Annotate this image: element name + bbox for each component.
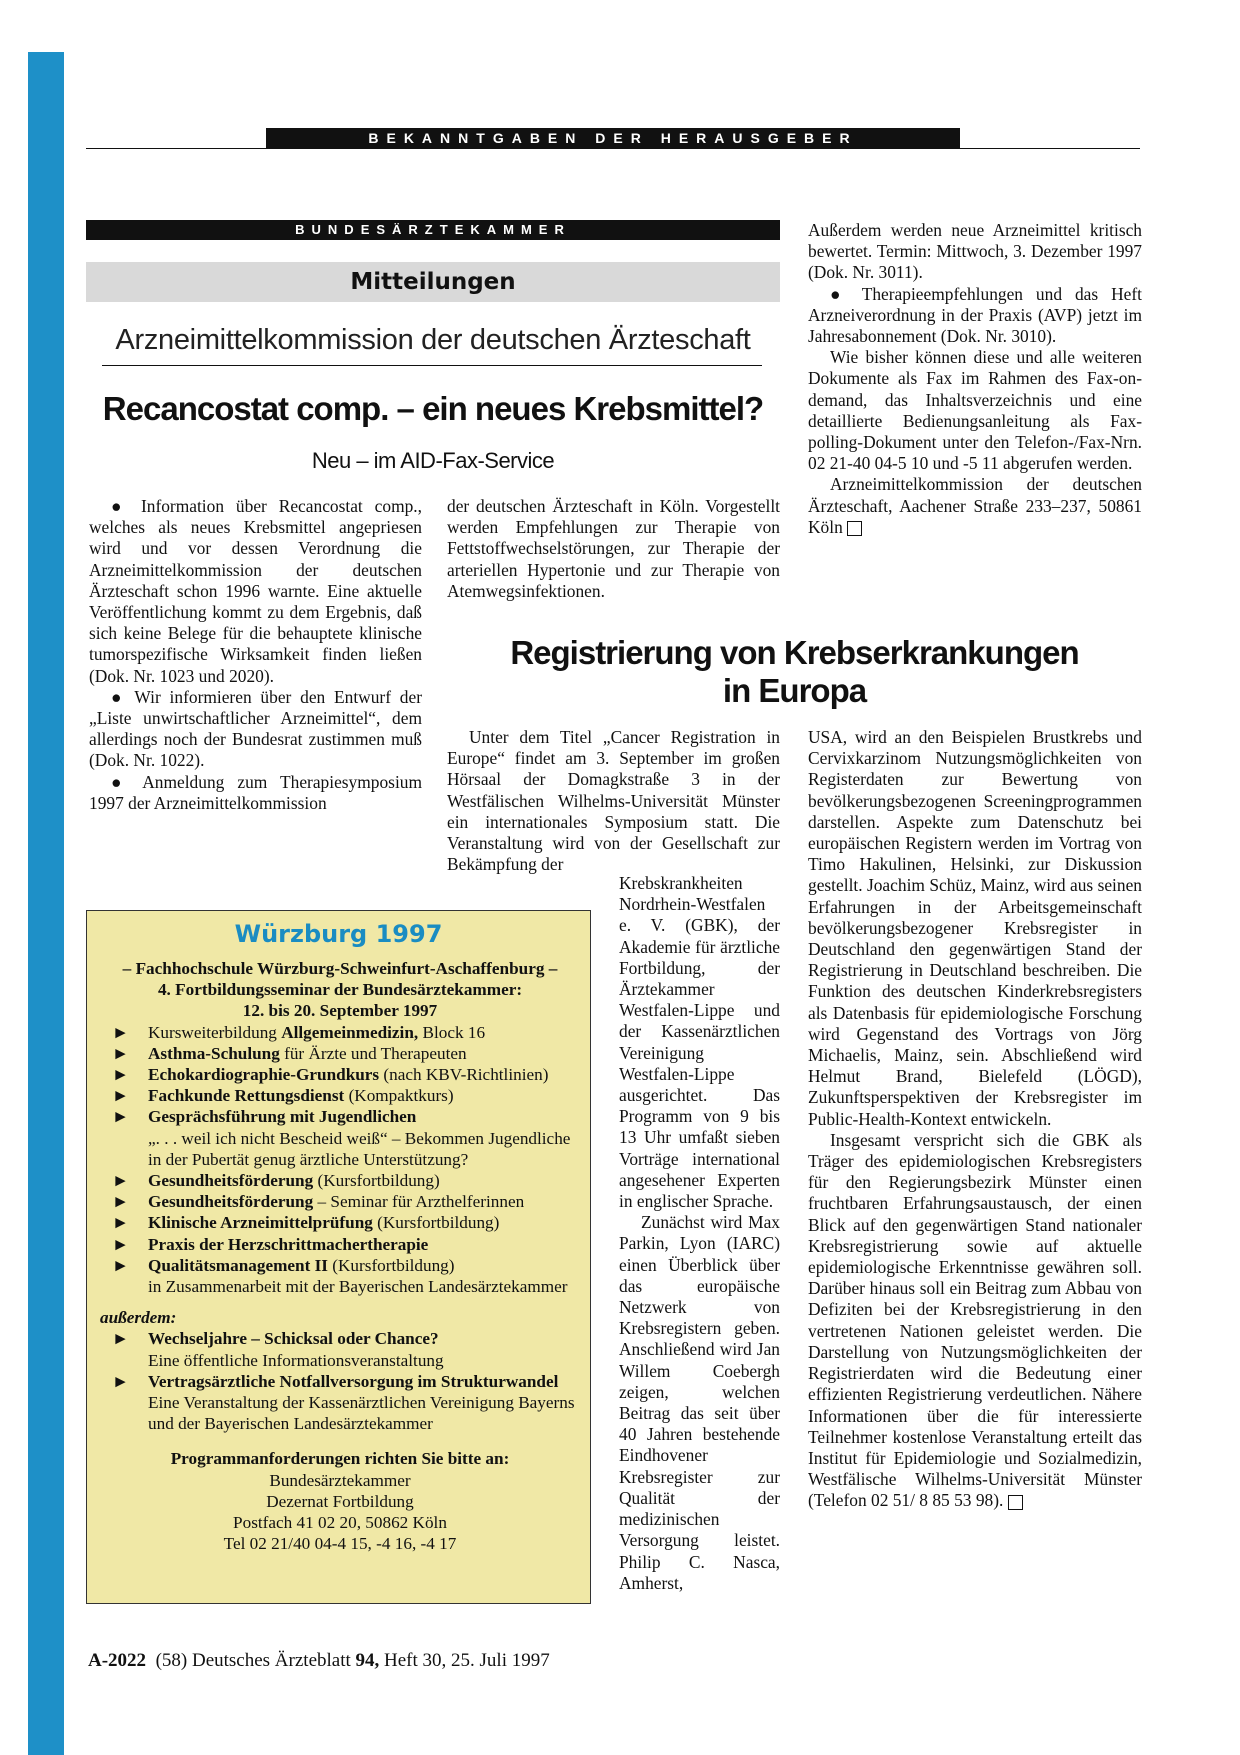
arrow-icon: ► <box>112 1171 130 1191</box>
header-rule <box>86 148 1140 149</box>
contact-line: Tel 02 21/40 04-4 15, -4 16, -4 17 <box>223 1534 457 1554</box>
arrow-icon: ► <box>112 1329 130 1349</box>
arrow-icon: ► <box>112 1234 130 1254</box>
sub-heading-rule <box>102 365 762 366</box>
list-item: ► Praxis der Herzschrittmachertherapie <box>112 1234 429 1254</box>
sub-heading: Arzneimittelkommission der deutschen Ärzteschaft <box>115 324 751 356</box>
paragraph: USA, wird an den Beispielen Brustkrebs und Cervixkarzinom Nutzungsmöglichkeiten von Registerdaten zur Bewertung von bevölkerungsbezogenen Screeningprogrammen darstellen. Aspekte zum Datenschutz bei europäischen Registern werden im Vortrag von Timo Hakulinen, Helsinki, zur Diskussion gestellt. Joachim Schüz, Mainz, wird aus seinen Erfahrungen in der Arbeitsgemeinschaft bevölkerungsbezogener Krebsregister in Deutschland den gegenwärtigen Stand der Registrierung in Deutschland beschreiben. Die Funktion des deutschen Kinderkrebsregisters als Datenbasis für epidemiologische Forschung wird Gegenstand des Vortrags von Jörg Michaelis, Mainz, sein. Abschließend wird Helmut Brand, Bielefeld (LÖGD), Zukunftsperspektiven der Krebsregister im Public-Health-Kontext entwickeln. <box>808 727 1142 1129</box>
article2-title-line1: Registrierung von Krebserkrankungen <box>510 634 1079 671</box>
contact-block <box>96 1448 584 1554</box>
article2-title <box>447 634 1142 710</box>
list-item: ► Gesundheitsförderung – Seminar für Arzthelferinnen <box>112 1192 525 1212</box>
end-mark-icon <box>847 521 862 536</box>
list-item-detail: Eine öffentliche Informationsveranstaltung <box>148 1350 444 1370</box>
list-item-detail: Eine Veranstaltung der Kassenärztlichen Vereinigung Bayerns und der Bayerischen Landesärztekammer <box>148 1393 575 1434</box>
box-line-2: 4. Fortbildungsseminar der Bundesärztekammer: <box>157 980 523 1000</box>
paragraph: Krebskrankheiten Nordrhein-Westfalen e. V. (GBK), der Akademie für ärztliche Fortbildung, der Ärztekammer Westfalen-Lippe und der Kassenärztlichen Vereinigung Westfalen-Lippe ausgerichtet. Das Programm von 9 bis 13 Uhr umfaßt sieben Vorträge international angesehener Experten in englischer Sprache. <box>619 873 780 1212</box>
org-banner: BUNDESÄRZTEKAMMER <box>86 220 780 240</box>
article2-column-2-top <box>447 727 780 875</box>
paragraph: ● Wir informieren über den Entwurf der „Liste unwirtschaftlicher Arzneimittel“, dem allerdings noch der Bundesrat zustimmen muß (Dok. Nr. 1022). <box>89 686 422 771</box>
contact-line: Postfach 41 02 20, 50862 Köln <box>233 1513 447 1533</box>
arrow-icon: ► <box>112 1065 130 1085</box>
paragraph: Wie bisher können diese und alle weiteren Dokumente als Fax im Rahmen des Fax-on-demand, das Inhaltsverzeichnis und eine detaillierte Bedienungsanleitung als Fax-polling-Dokument unter den Telefon-/Fax-Nrn. 02 21-40 04-5 10 und -5 11 abgerufen werden. <box>808 347 1142 474</box>
paragraph <box>808 1130 1142 1512</box>
category-heading: Mitteilungen <box>86 262 780 302</box>
arrow-icon: ► <box>112 1255 130 1275</box>
arrow-icon: ► <box>112 1192 130 1212</box>
arrow-icon: ► <box>112 1086 130 1106</box>
also-heading: außerdem: <box>100 1308 177 1328</box>
list-item: ► Vertragsärztliche Notfallversorgung im Strukturwandel Eine Veranstaltung der Kassenärztlichen Vereinigung Bayerns und der Bayerischen Landesärztekammer <box>96 1371 584 1435</box>
article1-column-3 <box>808 220 1142 538</box>
address-text: Arzneimittelkommission der deutschen Ärzteschaft, Aachener Straße 233–237, 50861 Köln <box>808 474 1142 537</box>
arrow-icon: ► <box>112 1022 130 1042</box>
article1-column-2 <box>447 496 780 602</box>
paragraph: ● Therapieempfehlungen und das Heft Arzneiverordnung in der Praxis (AVP) jetzt im Jahresabonnement (Dok. Nr. 3010). <box>808 283 1142 347</box>
contact-line: Bundesärztekammer <box>269 1470 411 1490</box>
footer-text: (58) Deutsches Ärzteblatt <box>155 1650 356 1671</box>
list-item: ► Qualitätsmanagement II (Kursfortbildung) in Zusammenarbeit mit der Bayerischen Landesärztekammer <box>96 1255 584 1297</box>
box-line-3: 12. bis 20. September 1997 <box>242 1001 438 1021</box>
article1-subtitle: Neu – im AID-Fax-Service <box>311 448 555 473</box>
article1-title: Recancostat comp. – ein neues Krebsmittel? <box>102 390 764 427</box>
arrow-icon: ► <box>112 1371 130 1391</box>
article2-column-3 <box>808 727 1142 1512</box>
box-line-1: – Fachhochschule Würzburg-Schweinfurt-Aschaffenburg – <box>122 959 558 978</box>
arrow-icon: ► <box>112 1043 130 1063</box>
contact-line: Dezernat Fortbildung <box>266 1491 414 1511</box>
contact-heading: Programmanforderungen richten Sie bitte an: <box>170 1449 510 1469</box>
list-item-detail: „. . . weil ich nicht Bescheid weiß“ – Bekommen Jugendliche in der Pubertät genug ärztliche Unterstützung? <box>148 1128 571 1169</box>
list-item: ► Kursweiterbildung Allgemeinmedizin, Block 16 <box>112 1022 486 1042</box>
arrow-icon: ► <box>112 1107 130 1127</box>
section-banner: BEKANNTGABEN DER HERAUSGEBER <box>266 128 960 148</box>
paragraph: Außerdem werden neue Arzneimittel kritisch bewertet. Termin: Mittwoch, 3. Dezember 1997 (Dok. Nr. 3011). <box>808 220 1142 283</box>
paragraph: Unter dem Titel „Cancer Registration in Europe“ findet am 3. September im großen Hörsaal der Domagkstraße 3 in der Westfälischen Wilhelms-Universität Münster ein internationales Symposium statt. Die Veranstaltung wird von der Gesellschaft zur Bekämpfung der <box>447 727 780 875</box>
info-box-content <box>96 958 584 1554</box>
list-item-detail: in Zusammenarbeit mit der Bayerischen Landesärztekammer <box>148 1277 568 1297</box>
list-item: ► Echokardiographie-Grundkurs (nach KBV-Richtlinien) <box>112 1065 549 1085</box>
article2-column-2-narrow <box>619 873 780 1594</box>
paragraph <box>808 474 1142 538</box>
list-item: ► Gesprächsführung mit Jugendlichen „. . . weil ich nicht Bescheid weiß“ – Bekommen Jugendliche in der Pubertät genug ärztliche Unterstützung? <box>96 1106 584 1170</box>
paragraph: ● Information über Recancostat comp., welches als neues Krebsmittel angepriesen wird und vor dessen Verordnung die Arzneimittelkommission der deutschen Ärzteschaft schon 1996 warnte. Eine aktuelle Veröffentlichung kommt zu dem Ergebnis, daß sich keine Belege für die behauptete klinische tumorspezifische Wirksamkeit finden ließen (Dok. Nr. 1023 und 2020). <box>89 496 422 686</box>
paragraph: der deutschen Ärzteschaft in Köln. Vorgestellt werden Empfehlungen zur Therapie von Fettstoffwechselstörungen, zur Therapie der arteriellen Hypertonie und zur Therapie von Atemwegsinfektionen. <box>447 496 780 601</box>
info-box-title: Würzburg 1997 <box>234 920 443 948</box>
list-item: ► Asthma-Schulung für Ärzte und Therapeuten <box>112 1043 467 1063</box>
page-number: A-2022 <box>88 1650 147 1671</box>
paragraph-text: Insgesamt verspricht sich die GBK als Träger des epidemiologischen Krebsregisters für den Regierungsbezirk Münster einen fruchtbaren Erfahrungsaustausch, der einen Blick auf den gegenwärtigen Stand nationaler Krebsregistrierung sowie auf aktuelle epidemiologische Erkenntnisse gewähren soll. Darüber hinaus soll ein Beitrag zum Abbau von Defiziten bei der Krebsregistrierung in den vertretenen Nationen geleistet werden. Die Darstellung von Nutzungsmöglichkeiten der Registrierdaten wird die Bedeutung einer effizienten Registrierung verdeutlichen. Nähere Informationen über die für interessierte Teilnehmer kostenlose Veranstaltung erteilt das Institut für Epidemiologie und Sozialmedizin, Westfälische Wilhelms-Universität Münster (Telefon 02 51/ 8 85 53 98). <box>808 1129 1142 1511</box>
end-mark-icon <box>1008 1495 1023 1510</box>
list-item: ► Fachkunde Rettungsdienst (Kompaktkurs) <box>112 1086 454 1106</box>
paragraph: Zunächst wird Max Parkin, Lyon (IARC) einen Überblick über das europäische Netzwerk von Krebsregistern geben. Anschließend wird Jan Willem Coebergh zeigen, welchen Beitrag das seit über 40 Jahren bestehende Eindhovener Krebsregister zur Qualität der medizinischen Versorgung leistet. Philip C. Nasca, Amherst, <box>619 1212 780 1593</box>
article2-title-line2: in Europa <box>722 672 867 709</box>
footer-volume: 94, <box>355 1650 380 1671</box>
list-item: ► Klinische Arzneimittelprüfung (Kursfortbildung) <box>112 1213 500 1233</box>
paragraph: ● Anmeldung zum Therapiesymposium 1997 der Arzneimittelkommission <box>89 771 422 813</box>
arrow-icon: ► <box>112 1213 130 1233</box>
list-item: ► Gesundheitsförderung (Kursfortbildung) <box>112 1171 440 1191</box>
article1-column-1 <box>89 496 422 814</box>
footer-issue: Heft 30, 25. Juli 1997 <box>379 1650 550 1671</box>
page-footer <box>88 1650 550 1672</box>
list-item: ► Wechseljahre – Schicksal oder Chance? Eine öffentliche Informationsveranstaltung <box>96 1328 584 1370</box>
left-color-bar <box>28 52 64 1755</box>
